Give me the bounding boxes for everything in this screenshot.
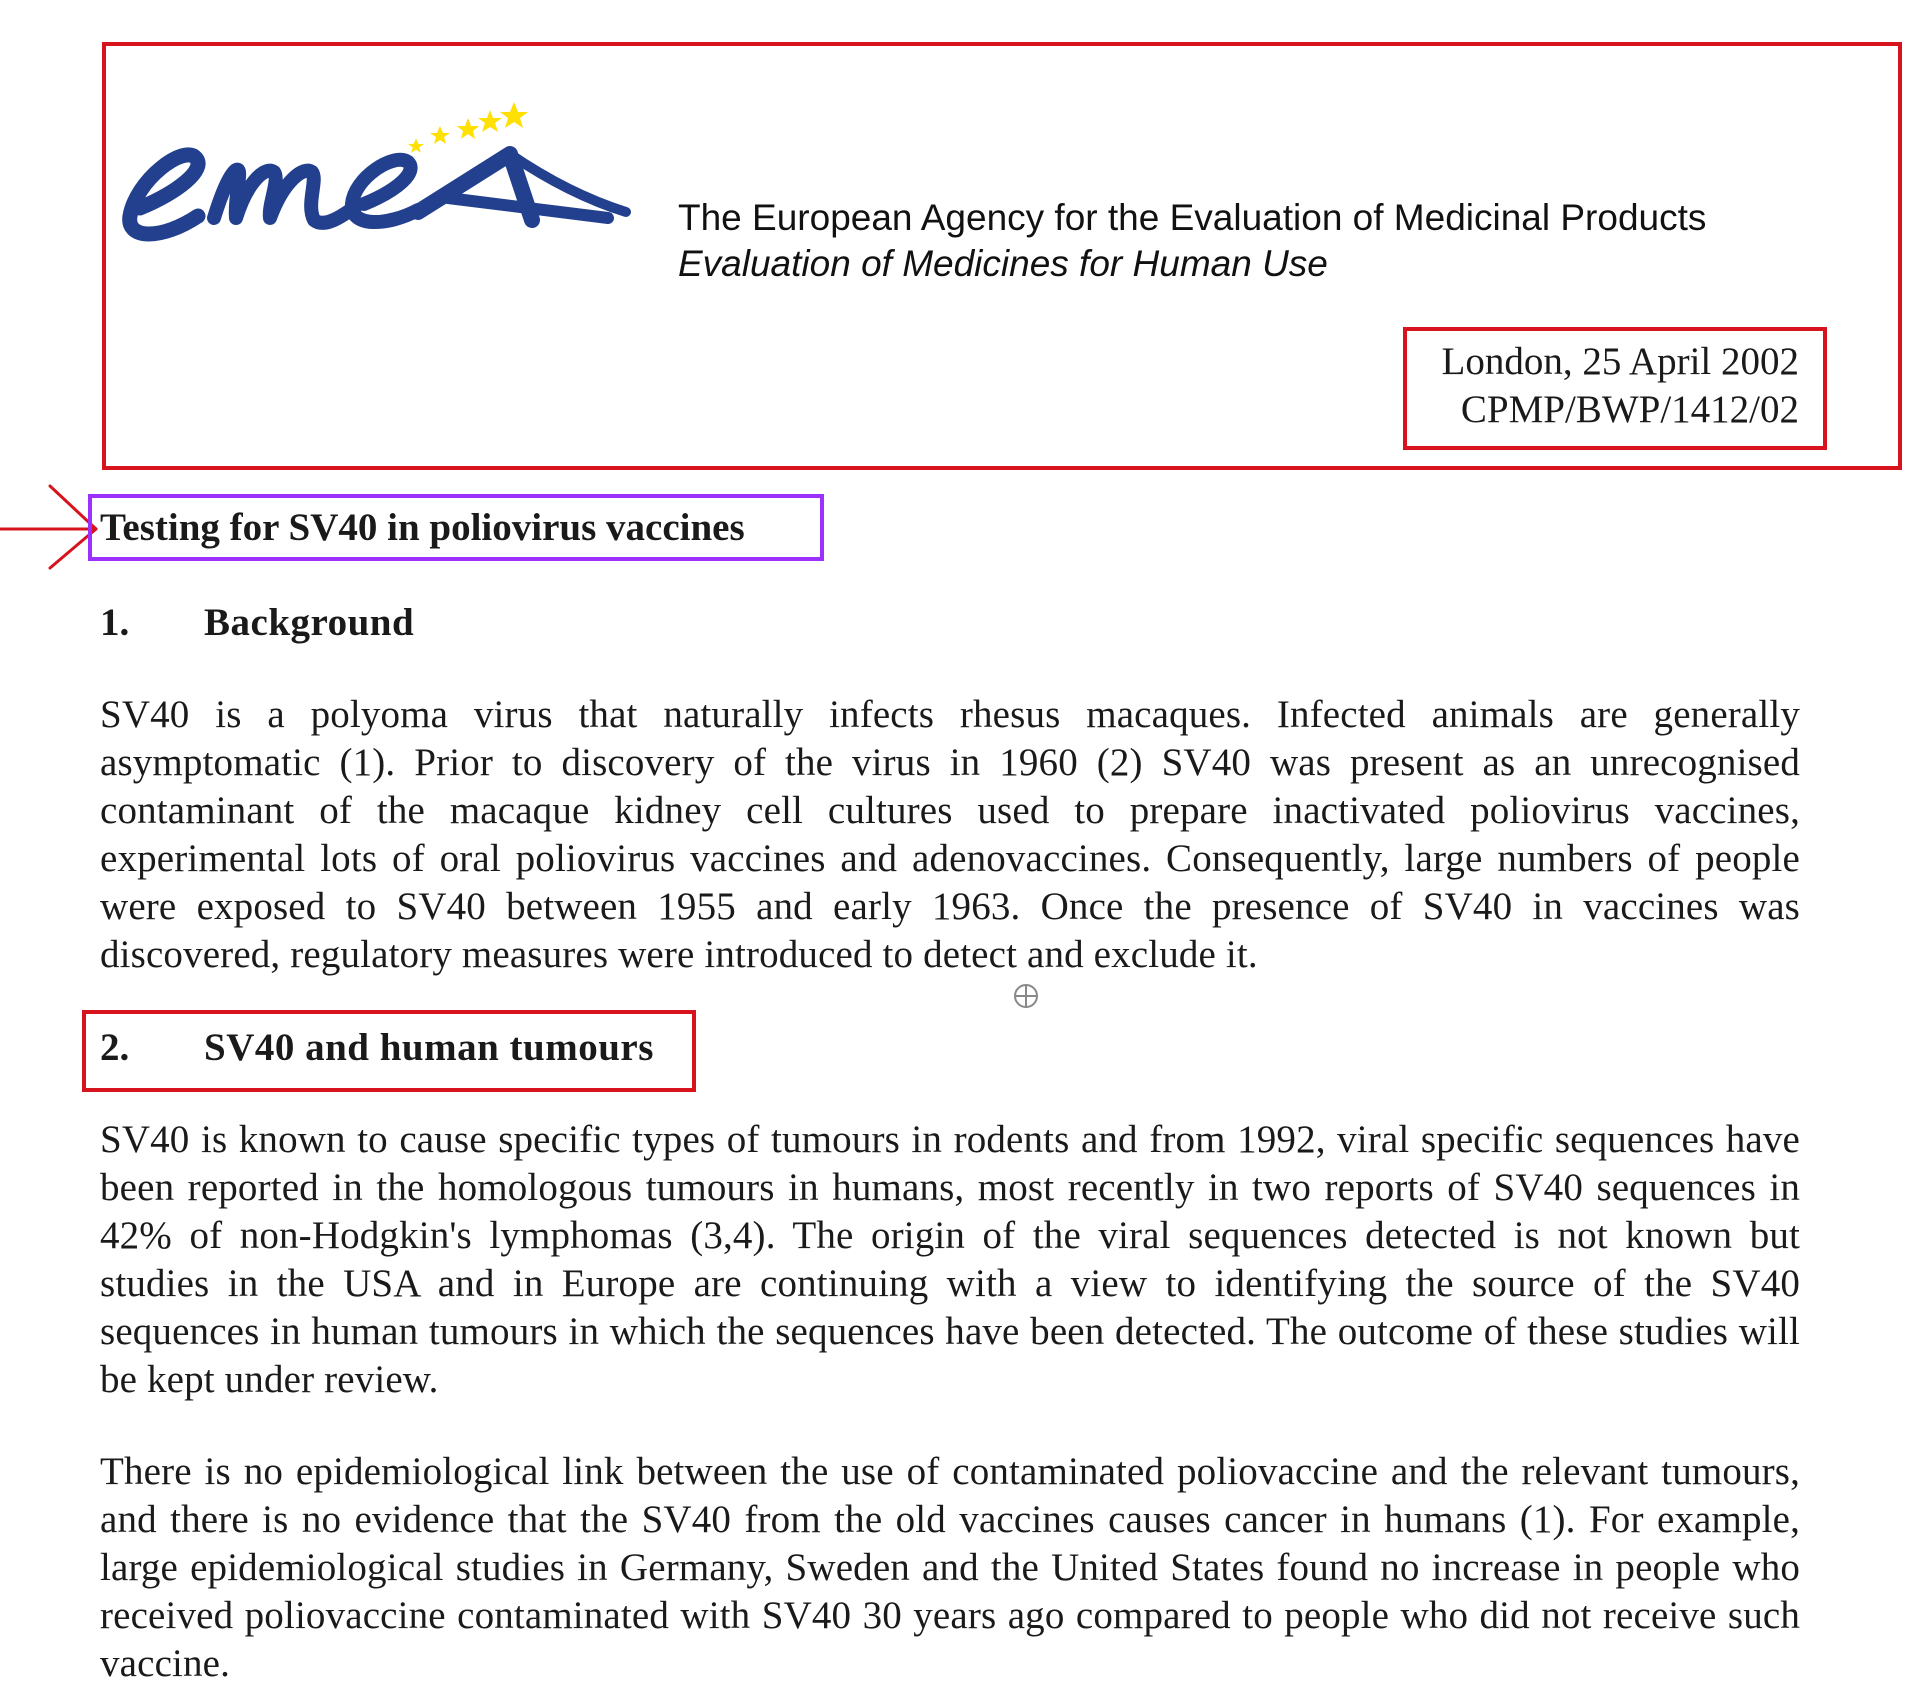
paragraph: SV40 is a polyoma virus that naturally infects rhesus macaques. Infected animals are generally asymptomatic (1). Prior to discovery of the virus in 1960 (2) SV40 was present as an unrecognised contaminant of the macaque kidney cell cultures used to prepare inactivated poliovirus vaccines, experimental lots of oral poliovirus vaccines and adenovaccines. Consequently, large numbers of people were exposed to SV40 between 1955 and early 1963. Once the presence of SV40 in vaccines was discovered, regulatory measures were introduced to detect and exclude it. — [100, 693, 1800, 976]
document-reference: CPMP/BWP/1412/02 — [1460, 388, 1799, 431]
document-date: London, 25 April 2002 — [1441, 340, 1799, 383]
section-number: 1. — [100, 601, 130, 644]
agency-name: The European Agency for the Evaluation of Medicinal Products — [678, 197, 1707, 238]
agency-subtitle: Evaluation of Medicines for Human Use — [678, 243, 1328, 284]
section-heading-tumours: SV40 and human tumours — [204, 1026, 654, 1069]
paragraph: SV40 is known to cause specific types of tumours in rodents and from 1992, viral specific sequences have been reported in the homologous tumours in humans, most recently in two reports of SV40 sequences in 42% of non-Hodgkin's lymphomas (3,4). The origin of the viral sequences detected is not known but studies in the USA and in Europe are continuing with a view to identifying the source of the SV40 sequences in human tumours in which the sequences have been detected. The outcome of these studies will be kept under review. — [100, 1118, 1800, 1401]
emea-logo — [118, 100, 648, 280]
paragraph: There is no epidemiological link between the use of contaminated poliovaccine and the relevant tumours, and there is no evidence that the SV40 from the old vaccines causes cancer in humans (1). For example, large epidemiological studies in Germany, Sweden and the United States found no increase in people who received poliovaccine contaminated with SV40 30 years ago compared to people who did not receive such vaccine. — [100, 1450, 1800, 1685]
move-handle-icon — [1012, 982, 1040, 1010]
section-number: 2. — [100, 1026, 130, 1069]
section-heading-background: Background — [204, 601, 415, 644]
document-title: Testing for SV40 in poliovirus vaccines — [100, 506, 745, 549]
